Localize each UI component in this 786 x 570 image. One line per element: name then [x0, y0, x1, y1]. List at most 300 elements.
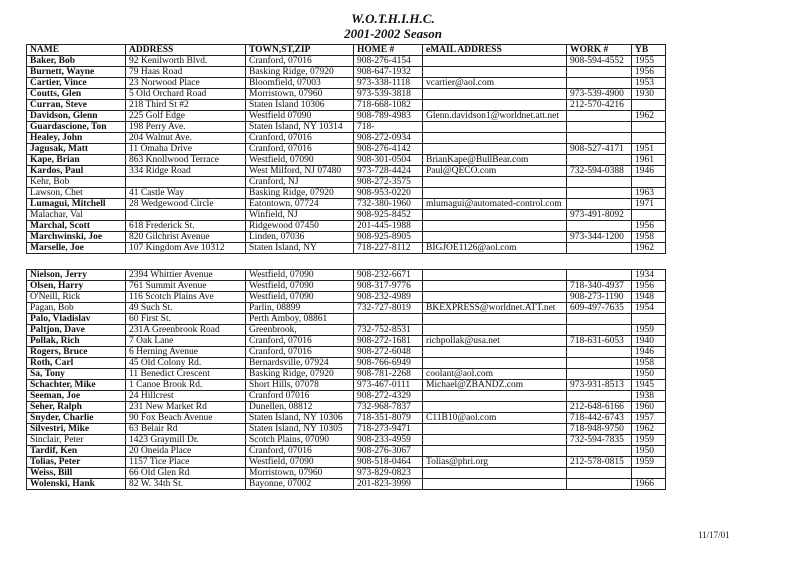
- home-phone-cell: 973-338-1118: [354, 78, 423, 89]
- home-phone-cell: 718-273-9471: [354, 424, 423, 435]
- email-cell: [423, 402, 567, 413]
- email-cell: Tolias@phri.org: [423, 457, 567, 468]
- table-row: [27, 177, 666, 188]
- town-cell: Dunellen, 08812: [246, 402, 354, 413]
- header-yb: YB: [632, 45, 666, 56]
- table-row: [27, 199, 666, 210]
- table-row: [27, 479, 666, 490]
- name-cell: Marchwinski, Joe: [27, 232, 126, 243]
- work-phone-cell: 718-442-6743: [567, 413, 632, 424]
- table-row: [27, 358, 666, 369]
- table-row: [27, 166, 666, 177]
- email-cell: [423, 177, 567, 188]
- work-phone-cell: [567, 270, 632, 281]
- name-cell: O'Neill, Rick: [27, 292, 126, 303]
- work-phone-cell: [567, 347, 632, 358]
- address-cell: 761 Summit Avenue: [126, 281, 246, 292]
- table-row: [27, 325, 666, 336]
- home-phone-cell: 908-272-3575: [354, 177, 423, 188]
- table-row: [27, 210, 666, 221]
- home-phone-cell: 732-968-7837: [354, 402, 423, 413]
- table-row: [27, 144, 666, 155]
- email-cell: Michael@ZBANDZ.com: [423, 380, 567, 391]
- table-row: [27, 413, 666, 424]
- email-cell: BrianKape@BullBear.com: [423, 155, 567, 166]
- town-cell: Eatontown, 07724: [246, 199, 354, 210]
- header-home: HOME #: [354, 45, 423, 56]
- work-phone-cell: 718-340-4937: [567, 281, 632, 292]
- town-cell: Greenbrook,: [246, 325, 354, 336]
- name-cell: Kardos, Paul: [27, 166, 126, 177]
- town-cell: Westfield, 07090: [246, 457, 354, 468]
- name-cell: Snyder, Charlie: [27, 413, 126, 424]
- yb-cell: 1950: [632, 369, 666, 380]
- yb-cell: 1934: [632, 270, 666, 281]
- home-phone-cell: 908-276-3067: [354, 446, 423, 457]
- home-phone-cell: 908-766-6949: [354, 358, 423, 369]
- home-phone-cell: 908-233-4959: [354, 435, 423, 446]
- address-cell: 618 Frederick St.: [126, 221, 246, 232]
- name-cell: Silvestri, Mike: [27, 424, 126, 435]
- home-phone-cell: 973-539-3818: [354, 89, 423, 100]
- town-cell: Ridgewood 07450: [246, 221, 354, 232]
- email-cell: [423, 221, 567, 232]
- table-row: [27, 122, 666, 133]
- work-phone-cell: 212-648-6166: [567, 402, 632, 413]
- table-row: [27, 468, 666, 479]
- work-phone-cell: 973-491-8092: [567, 210, 632, 221]
- home-phone-cell: 908-925-8905: [354, 232, 423, 243]
- yb-cell: 1956: [632, 67, 666, 78]
- town-cell: Parlin, 08899: [246, 303, 354, 314]
- table-row: [27, 56, 666, 67]
- roster-table-2: [26, 269, 666, 490]
- table-row: [27, 457, 666, 468]
- work-phone-cell: [567, 358, 632, 369]
- name-cell: Jagusak, Matt: [27, 144, 126, 155]
- email-cell: Paul@QECO.com: [423, 166, 567, 177]
- yb-cell: [632, 468, 666, 479]
- season-subtitle: 2001-2002 Season: [344, 26, 442, 41]
- table-row: [27, 67, 666, 78]
- work-phone-cell: 908-594-4552: [567, 56, 632, 67]
- header-work: WORK #: [567, 45, 632, 56]
- address-cell: 2394 Whittier Avenue: [126, 270, 246, 281]
- work-phone-cell: 732-594-0388: [567, 166, 632, 177]
- home-phone-cell: 908-272-1681: [354, 336, 423, 347]
- home-phone-cell: 908-953-0220: [354, 188, 423, 199]
- home-phone-cell: 201-445-1988: [354, 221, 423, 232]
- work-phone-cell: [567, 199, 632, 210]
- address-cell: 28 Wedgewood Circle: [126, 199, 246, 210]
- home-phone-cell: 908-276-4142: [354, 144, 423, 155]
- email-cell: richpollak@usa.net: [423, 336, 567, 347]
- email-cell: [423, 424, 567, 435]
- home-phone-cell: 908-317-9776: [354, 281, 423, 292]
- yb-cell: 1930: [632, 89, 666, 100]
- name-cell: Marselle, Joe: [27, 243, 126, 254]
- work-phone-cell: 973-344-1200: [567, 232, 632, 243]
- yb-cell: 1956: [632, 281, 666, 292]
- email-cell: [423, 210, 567, 221]
- name-cell: Tardif, Ken: [27, 446, 126, 457]
- home-phone-cell: 973-829-0823: [354, 468, 423, 479]
- table-row: [27, 435, 666, 446]
- name-cell: Baker, Bob: [27, 56, 126, 67]
- home-phone-cell: 908-272-6048: [354, 347, 423, 358]
- table-row: [27, 78, 666, 89]
- address-cell: 1 Canoe Brook Rd.: [126, 380, 246, 391]
- email-cell: [423, 188, 567, 199]
- home-phone-cell: 973-467-0111: [354, 380, 423, 391]
- address-cell: 116 Scotch Plains Ave: [126, 292, 246, 303]
- town-cell: Bayonne, 07002: [246, 479, 354, 490]
- yb-cell: 1959: [632, 457, 666, 468]
- work-phone-cell: [567, 325, 632, 336]
- address-cell: 11 Benedict Crescent: [126, 369, 246, 380]
- home-phone-cell: 908-647-1932: [354, 67, 423, 78]
- name-cell: Tolias, Peter: [27, 457, 126, 468]
- name-cell: Davidson, Glenn: [27, 111, 126, 122]
- work-phone-cell: [567, 122, 632, 133]
- email-cell: [423, 56, 567, 67]
- email-cell: coolant@aol.com: [423, 369, 567, 380]
- town-cell: Bernardsville, 07924: [246, 358, 354, 369]
- work-phone-cell: 908-527-4171: [567, 144, 632, 155]
- yb-cell: 1958: [632, 358, 666, 369]
- name-cell: Olsen, Harry: [27, 281, 126, 292]
- email-cell: [423, 314, 567, 325]
- yb-cell: 1946: [632, 347, 666, 358]
- town-cell: Cranford, NJ: [246, 177, 354, 188]
- table-row: [27, 446, 666, 457]
- name-cell: Sa, Tony: [27, 369, 126, 380]
- work-phone-cell: 212-570-4216: [567, 100, 632, 111]
- email-cell: [423, 100, 567, 111]
- town-cell: Westfield, 07090: [246, 292, 354, 303]
- email-cell: mlumagui@automated-control.com: [423, 199, 567, 210]
- town-cell: Staten Island, NY: [246, 243, 354, 254]
- home-phone-cell: 718-227-8112: [354, 243, 423, 254]
- table-row: [27, 188, 666, 199]
- header-address: ADDRESS: [126, 45, 246, 56]
- yb-cell: 1959: [632, 435, 666, 446]
- address-cell: 66 Old Glen Rd: [126, 468, 246, 479]
- yb-cell: 1963: [632, 188, 666, 199]
- yb-cell: 1966: [632, 479, 666, 490]
- address-cell: 20 Oneida Place: [126, 446, 246, 457]
- address-cell: 7 Oak Lane: [126, 336, 246, 347]
- name-cell: Palo, Vladislav: [27, 314, 126, 325]
- address-cell: 5 Old Orchard Road: [126, 89, 246, 100]
- yb-cell: 1957: [632, 413, 666, 424]
- header-email: eMAIL ADDRESS: [423, 45, 567, 56]
- town-cell: Staten Island, NY 10306: [246, 413, 354, 424]
- email-cell: [423, 232, 567, 243]
- town-cell: Westfield 07090: [246, 111, 354, 122]
- work-phone-cell: [567, 468, 632, 479]
- email-cell: [423, 446, 567, 457]
- yb-cell: 1945: [632, 380, 666, 391]
- home-phone-cell: 908-276-4154: [354, 56, 423, 67]
- table-row: [27, 314, 666, 325]
- name-cell: Seher, Ralph: [27, 402, 126, 413]
- work-phone-cell: 718-948-9750: [567, 424, 632, 435]
- address-cell: 231A Greenbrook Road: [126, 325, 246, 336]
- work-phone-cell: [567, 155, 632, 166]
- name-cell: Curran, Steve: [27, 100, 126, 111]
- address-cell: 23 Norwood Place: [126, 78, 246, 89]
- home-phone-cell: 908-518-0464: [354, 457, 423, 468]
- work-phone-cell: [567, 111, 632, 122]
- work-phone-cell: 718-631-6053: [567, 336, 632, 347]
- name-cell: Roth, Carl: [27, 358, 126, 369]
- name-cell: Kehr, Bob: [27, 177, 126, 188]
- home-phone-cell: 718-351-8079: [354, 413, 423, 424]
- yb-cell: 1956: [632, 221, 666, 232]
- yb-cell: [632, 177, 666, 188]
- name-cell: Lumagui, Mitchell: [27, 199, 126, 210]
- work-phone-cell: 908-273-1190: [567, 292, 632, 303]
- table-row: [27, 155, 666, 166]
- address-cell: 225 Golf Edge: [126, 111, 246, 122]
- home-phone-cell: [354, 314, 423, 325]
- work-phone-cell: [567, 177, 632, 188]
- work-phone-cell: [567, 479, 632, 490]
- table-row: [27, 292, 666, 303]
- work-phone-cell: 212-578-0815: [567, 457, 632, 468]
- address-cell: 79 Haas Road: [126, 67, 246, 78]
- name-cell: Cartier, Vince: [27, 78, 126, 89]
- name-cell: Coutts, Glen: [27, 89, 126, 100]
- town-cell: Basking Ridge, 07920: [246, 188, 354, 199]
- table-row: [27, 347, 666, 358]
- yb-cell: [632, 133, 666, 144]
- town-cell: West Milford, NJ 07480: [246, 166, 354, 177]
- yb-cell: 1960: [632, 402, 666, 413]
- email-cell: [423, 358, 567, 369]
- address-cell: [126, 177, 246, 188]
- town-cell: Westfield, 07090: [246, 155, 354, 166]
- email-cell: [423, 133, 567, 144]
- email-cell: [423, 67, 567, 78]
- town-cell: Cranford, 07016: [246, 56, 354, 67]
- address-cell: 82 W. 34th St.: [126, 479, 246, 490]
- work-phone-cell: 973-539-4900: [567, 89, 632, 100]
- home-phone-cell: 908-301-0504: [354, 155, 423, 166]
- town-cell: Cranford, 07016: [246, 144, 354, 155]
- home-phone-cell: 732-727-8019: [354, 303, 423, 314]
- yb-cell: [632, 314, 666, 325]
- table-row: [27, 303, 666, 314]
- name-cell: Pagan, Bob: [27, 303, 126, 314]
- work-phone-cell: [567, 188, 632, 199]
- town-cell: Perth Amboy, 08861: [246, 314, 354, 325]
- home-phone-cell: 732-380-1960: [354, 199, 423, 210]
- yb-cell: 1971: [632, 199, 666, 210]
- email-cell: [423, 479, 567, 490]
- home-phone-cell: 908-272-4329: [354, 391, 423, 402]
- home-phone-cell: 908-925-8452: [354, 210, 423, 221]
- home-phone-cell: 718-668-1082: [354, 100, 423, 111]
- table-row: [27, 89, 666, 100]
- name-cell: Weiss, Bill: [27, 468, 126, 479]
- address-cell: 198 Perry Ave.: [126, 122, 246, 133]
- table-row: [27, 100, 666, 111]
- town-cell: Staten Island, NY 10305: [246, 424, 354, 435]
- yb-cell: 1950: [632, 446, 666, 457]
- address-cell: 60 First St.: [126, 314, 246, 325]
- yb-cell: 1959: [632, 325, 666, 336]
- town-cell: Morristown, 07960: [246, 89, 354, 100]
- email-cell: [423, 270, 567, 281]
- table-header-row: [27, 45, 666, 56]
- address-cell: 41 Castle Way: [126, 188, 246, 199]
- work-phone-cell: [567, 391, 632, 402]
- town-cell: Cranford 07016: [246, 391, 354, 402]
- yb-cell: 1948: [632, 292, 666, 303]
- yb-cell: [632, 100, 666, 111]
- work-phone-cell: [567, 67, 632, 78]
- yb-cell: [632, 210, 666, 221]
- address-cell: 45 Old Colony Rd.: [126, 358, 246, 369]
- table-row: [27, 380, 666, 391]
- email-cell: [423, 435, 567, 446]
- home-phone-cell: 201-823-3999: [354, 479, 423, 490]
- yb-cell: 1953: [632, 78, 666, 89]
- name-cell: Malachar, Val: [27, 210, 126, 221]
- work-phone-cell: 609-497-7635: [567, 303, 632, 314]
- email-cell: [423, 325, 567, 336]
- table-row: [27, 402, 666, 413]
- yb-cell: 1961: [632, 155, 666, 166]
- address-cell: 218 Third St #2: [126, 100, 246, 111]
- work-phone-cell: [567, 369, 632, 380]
- yb-cell: 1938: [632, 391, 666, 402]
- table-row: [27, 133, 666, 144]
- yb-cell: 1940: [632, 336, 666, 347]
- town-cell: Staten Island 10306: [246, 100, 354, 111]
- email-cell: [423, 89, 567, 100]
- town-cell: Short Hills, 07078: [246, 380, 354, 391]
- work-phone-cell: [567, 446, 632, 457]
- work-phone-cell: 732-594-7835: [567, 435, 632, 446]
- address-cell: 107 Kingdom Ave 10312: [126, 243, 246, 254]
- name-cell: Rogers, Bruce: [27, 347, 126, 358]
- name-cell: Kape, Brian: [27, 155, 126, 166]
- town-cell: Staten Island, NY 10314: [246, 122, 354, 133]
- name-cell: Sinclair, Peter: [27, 435, 126, 446]
- email-cell: BKEXPRESS@worldnet.ATT.net: [423, 303, 567, 314]
- home-phone-cell: 908-781-2268: [354, 369, 423, 380]
- yb-cell: 1962: [632, 243, 666, 254]
- header-name: NAME: [27, 45, 126, 56]
- work-phone-cell: [567, 221, 632, 232]
- name-cell: Marchal, Scott: [27, 221, 126, 232]
- home-phone-cell: 718-: [354, 122, 423, 133]
- address-cell: 90 Fox Beach Avenue: [126, 413, 246, 424]
- name-cell: Lawson, Chet: [27, 188, 126, 199]
- yb-cell: 1962: [632, 111, 666, 122]
- email-cell: [423, 391, 567, 402]
- town-cell: Winfield, NJ: [246, 210, 354, 221]
- address-cell: [126, 210, 246, 221]
- email-cell: [423, 347, 567, 358]
- town-cell: Basking Ridge, 07920: [246, 369, 354, 380]
- address-cell: 63 Belair Rd: [126, 424, 246, 435]
- name-cell: Paltjon, Dave: [27, 325, 126, 336]
- address-cell: 49 Such St.: [126, 303, 246, 314]
- town-cell: Bloomfield, 07003: [246, 78, 354, 89]
- name-cell: Pollak, Rich: [27, 336, 126, 347]
- table-row: [27, 281, 666, 292]
- address-cell: 24 Hillcrest: [126, 391, 246, 402]
- name-cell: Guardascione, Ton: [27, 122, 126, 133]
- town-cell: Basking Ridge, 07920: [246, 67, 354, 78]
- town-cell: Westfield, 07090: [246, 270, 354, 281]
- address-cell: 820 Gilchrist Avenue: [126, 232, 246, 243]
- table-row: [27, 232, 666, 243]
- yb-cell: 1958: [632, 232, 666, 243]
- yb-cell: 1951: [632, 144, 666, 155]
- work-phone-cell: 973-931-8513: [567, 380, 632, 391]
- email-cell: [423, 281, 567, 292]
- town-cell: Cranford, 07016: [246, 336, 354, 347]
- town-cell: Westfield, 07090: [246, 281, 354, 292]
- name-cell: Nielson, Jerry: [27, 270, 126, 281]
- address-cell: 231 New Market Rd: [126, 402, 246, 413]
- email-cell: [423, 144, 567, 155]
- roster-table-1: [26, 44, 666, 254]
- town-cell: Cranford, 07016: [246, 347, 354, 358]
- name-cell: Healey, John: [27, 133, 126, 144]
- address-cell: 92 Kenilworth Blvd.: [126, 56, 246, 67]
- table-row: [27, 270, 666, 281]
- home-phone-cell: 908-232-6671: [354, 270, 423, 281]
- roster-title: W.O.T.H.I.H.C.: [351, 11, 435, 26]
- town-cell: Cranford, 07016: [246, 446, 354, 457]
- yb-cell: 1946: [632, 166, 666, 177]
- email-cell: [423, 122, 567, 133]
- table-row: [27, 111, 666, 122]
- name-cell: Burnett, Wayne: [27, 67, 126, 78]
- town-cell: Scotch Plains, 07090: [246, 435, 354, 446]
- table-row: [27, 424, 666, 435]
- table-row: [27, 243, 666, 254]
- email-cell: [423, 468, 567, 479]
- address-cell: 11 Omaha Drive: [126, 144, 246, 155]
- name-cell: Schachter, Mike: [27, 380, 126, 391]
- address-cell: 6 Herning Avenue: [126, 347, 246, 358]
- work-phone-cell: [567, 78, 632, 89]
- email-cell: C11B10@aol.com: [423, 413, 567, 424]
- yb-cell: 1955: [632, 56, 666, 67]
- address-cell: 1157 Tice Place: [126, 457, 246, 468]
- work-phone-cell: [567, 314, 632, 325]
- home-phone-cell: 732-752-8531: [354, 325, 423, 336]
- name-cell: Seeman, Joe: [27, 391, 126, 402]
- name-cell: Wolenski, Hank: [27, 479, 126, 490]
- work-phone-cell: [567, 243, 632, 254]
- email-cell: BIGJOE1126@aol.com: [423, 243, 567, 254]
- home-phone-cell: 908-789-4983: [354, 111, 423, 122]
- email-cell: vcartier@aol.com: [423, 78, 567, 89]
- table-row: [27, 369, 666, 380]
- town-cell: Linden, 07036: [246, 232, 354, 243]
- home-phone-cell: 908-232-4989: [354, 292, 423, 303]
- address-cell: 1423 Graymill Dr.: [126, 435, 246, 446]
- email-cell: Glenn.davidson1@worldnet.att.net: [423, 111, 567, 122]
